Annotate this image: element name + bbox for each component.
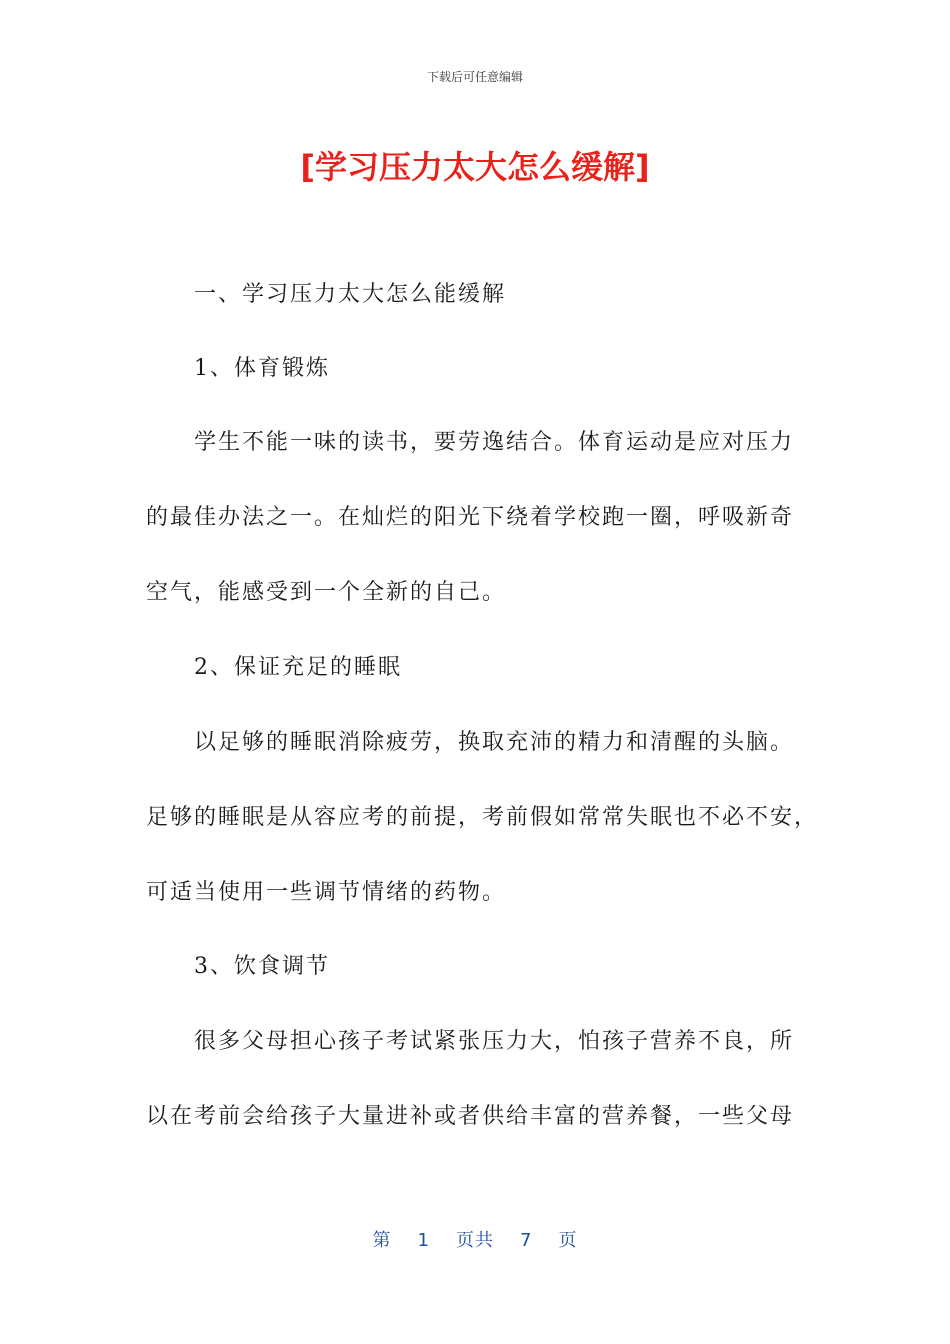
paragraph-line: 空气，能感受到一个全新的自己。 [146, 580, 507, 605]
page-footer [0, 1226, 950, 1252]
footer-suffix: 页 [558, 1230, 578, 1251]
paragraph-line: 以在考前会给孩子大量进补或者供给丰富的营养餐，一些父母 [146, 1104, 795, 1129]
paragraph-line: 以足够的睡眠消除疲劳，换取充沛的精力和清醒的头脑。 [194, 730, 795, 755]
document-title: [学习压力太大怎么缓解] [300, 148, 650, 186]
subheading-sleep: 2、保证充足的睡眠 [194, 655, 402, 680]
header-note: 下载后可任意编辑 [426, 70, 523, 84]
subheading-sports: 1、体育锻炼 [194, 356, 330, 381]
subheading-diet: 3、饮食调节 [194, 954, 330, 979]
paragraph-line: 学生不能一味的读书，要劳逸结合。体育运动是应对压力 [194, 430, 795, 455]
paragraph-line: 可适当使用一些调节情绪的药物。 [146, 880, 507, 905]
paragraph-line: 的最佳办法之一。在灿烂的阳光下绕着学校跑一圈，呼吸新奇 [146, 505, 795, 530]
paragraph-line: 足够的睡眠是从容应考的前提，考前假如常常失眠也不必不安， [146, 805, 819, 830]
footer-total-pages: 7 [520, 1230, 533, 1251]
section-heading: 一、学习压力太大怎么能缓解 [194, 282, 507, 307]
paragraph-line: 很多父母担心孩子考试紧张压力大，怕孩子营养不良，所 [194, 1029, 795, 1054]
footer-middle: 页共 [456, 1230, 494, 1251]
footer-page-number: 1 [417, 1230, 430, 1251]
footer-prefix: 第 [372, 1230, 392, 1251]
